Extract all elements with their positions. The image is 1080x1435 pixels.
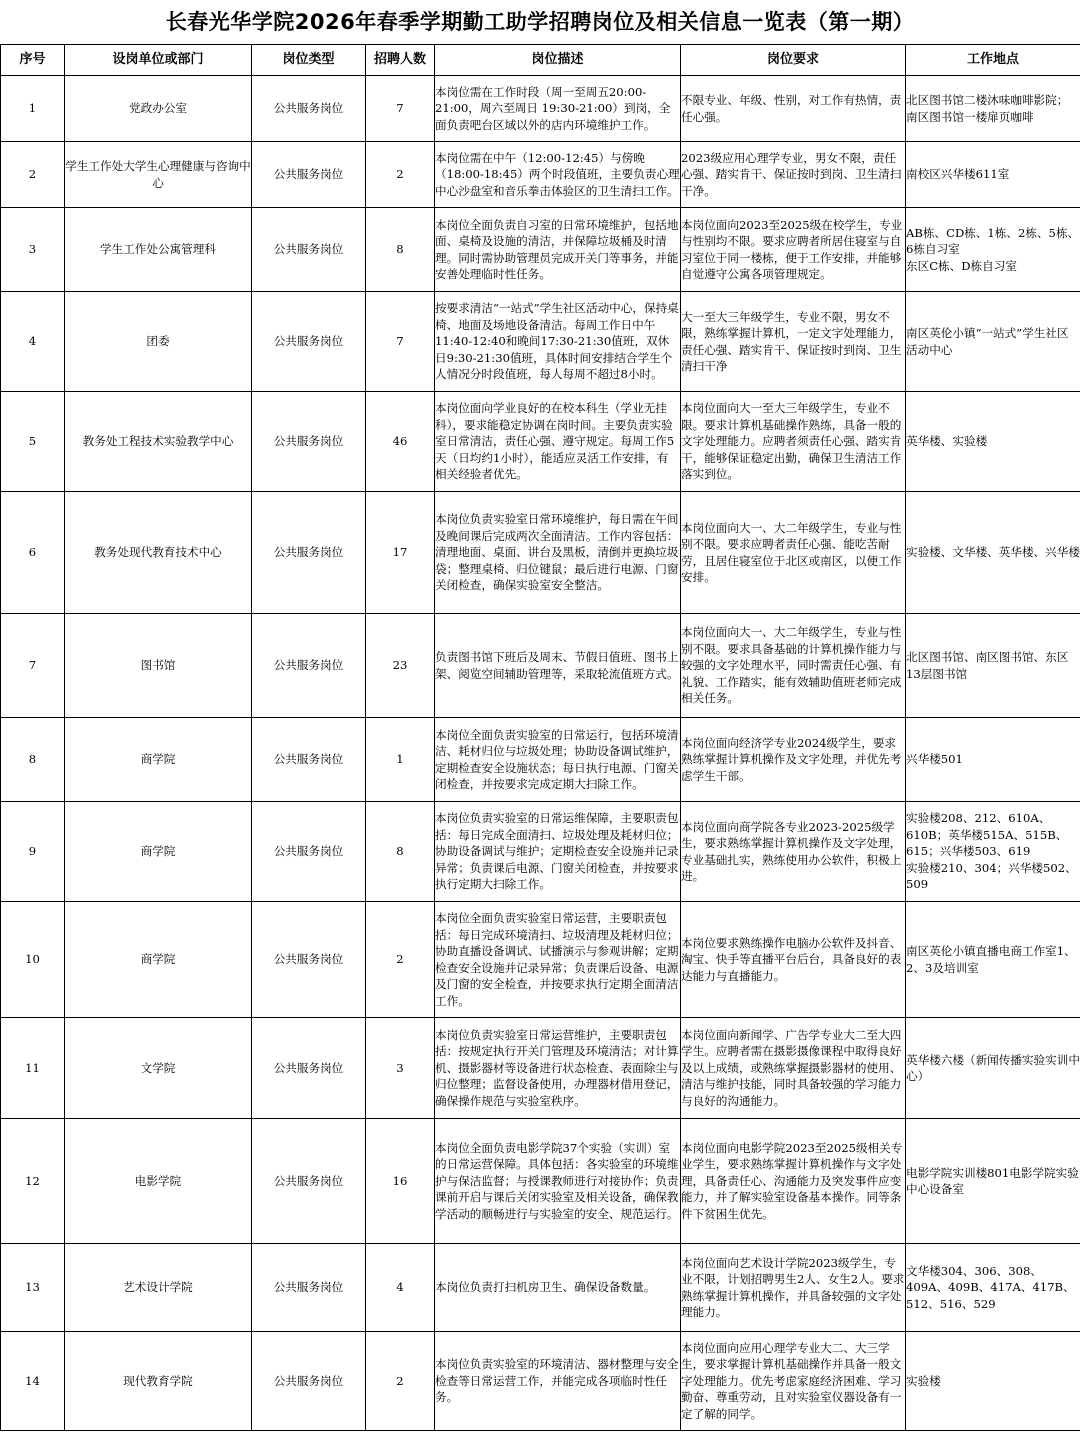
cell-seq [1,76,65,142]
cell-loc [906,718,1080,802]
cell-seq-text: 9 [28,844,37,859]
cell-desc-text: 按要求清洁“一站式”学生社区活动中心，保持桌椅、地面及场地设备清洁。每周工作日中午11:40-12:40和晚间17:30-21:30值班，双休日9:30-21:30值班，具体时间安排结合学生个人情况分时段值班，每人每周不超过8小时。 [435,301,679,382]
cell-seq-text: 3 [28,242,37,257]
cell-seq [1,1332,65,1431]
cell-dept-text: 图书馆 [140,658,176,673]
cell-count-text: 8 [396,844,404,859]
cell-dept-text: 艺术设计学院 [123,1280,193,1295]
cell-seq-text: 2 [28,167,37,182]
cell-dept [65,208,252,292]
cell-type-text: 公共服务岗位 [273,434,344,449]
cell-desc-text: 本岗位负责实验室日常环境维护，每日需在午间及晚间课后完成两次全面清洁。工作内容包括：清理地面、桌面、讲台及黑板，清倒并更换垃圾袋；整理桌椅、归位键鼠；最后进行电源、门窗关闭检查，确保实验室安全整洁。 [435,512,679,593]
cell-seq-text: 6 [28,545,37,560]
cell-desc-text: 本岗位全面负责自习室的日常环境维护，包括地面、桌椅及设施的清洁，并保障垃圾桶及时清理。同时需协助管理员完成开关门等事务，并能安善处理临时性任务。 [435,217,679,281]
cell-req [681,1119,906,1244]
cell-type [252,1244,366,1332]
cell-type-text: 公共服务岗位 [273,752,344,767]
cell-dept-text: 现代教育学院 [123,1373,193,1388]
cell-loc-text: 文华楼304、306、308、409A、409B、417A、417B、512、516、529 [906,1263,1075,1311]
cell-count-text: 17 [392,545,408,560]
cell-type [252,614,366,718]
cell-loc [906,802,1080,902]
cell-req [681,208,906,292]
cell-dept-text: 商学院 [140,952,176,967]
cell-loc-text: 实验楼208、212、610A、610B；英华楼515A、515B、615；兴华楼503、619 实验楼210、304；兴华楼502、509 [906,811,1077,892]
cell-loc-text: AB栋、CD栋、1栋、2栋、5栋、6栋自习室 东区C栋、D栋自习室 [906,225,1080,273]
cell-loc-text: 南校区兴华楼611室 [906,167,1010,182]
cell-seq-text: 4 [28,334,37,349]
cell-req-text: 本岗位面向大一至大三年级学生，专业不限。要求计算机基础操作熟练，具备一般的文字处理能力。应聘者须责任心强、踏实肯干，能够保证稳定出勤，确保卫生清洁工作落实到位。 [681,401,902,482]
cell-loc [906,1244,1080,1332]
table-row [1,614,1080,718]
cell-loc [906,142,1080,208]
cell-dept [65,292,252,392]
table-row [1,492,1080,614]
cell-loc-text: 实验楼、文华楼、英华楼、兴华楼 [906,545,1080,560]
cell-dept [65,142,252,208]
cell-count-text: 16 [392,1173,408,1188]
cell-dept [65,1332,252,1431]
cell-loc [906,1018,1080,1119]
cell-desc [435,292,681,392]
cell-type-text: 公共服务岗位 [273,101,344,116]
cell-req-text: 本岗位面向大一、大二年级学生，专业与性别不限。要求应聘者责任心强、能吃苦耐劳，且居住寝室位于北区或南区，以便工作安排。 [681,520,902,584]
cell-req [681,292,906,392]
cell-req [681,76,906,142]
cell-seq [1,1244,65,1332]
cell-desc [435,718,681,802]
cell-seq-text: 7 [28,658,37,673]
cell-loc [906,902,1080,1018]
table-row [1,1119,1080,1244]
cell-count [366,492,435,614]
cell-count-text: 4 [396,1280,404,1295]
cell-req [681,1244,906,1332]
cell-desc-text: 本岗位全面负责实验室的日常运行，包括环境清洁、耗材归位与垃圾处理；协助设备调试维护，定期检查安全设施状态；每日执行电源、门窗关闭检查，并按要求完成定期大扫除工作。 [435,727,679,791]
cell-dept-text: 商学院 [140,752,176,767]
cell-req-text: 本岗位面向应用心理学专业大二、大三学生，要求掌握计算机基础操作并具备一般文字处理能力。优先考虑家庭经济困难、学习勤奋、尊重劳动，且对实验室仪器设备有一定了解的同学。 [681,1340,902,1421]
table-row [1,1332,1080,1431]
cell-seq-text: 13 [25,1280,40,1295]
cell-dept-text: 党政办公室 [129,101,187,116]
header-count: 招聘人数 [366,45,435,76]
cell-loc [906,76,1080,142]
cell-type-text: 公共服务岗位 [273,334,344,349]
cell-count [366,1119,435,1244]
cell-loc [906,1332,1080,1431]
cell-req [681,1018,906,1119]
cell-count [366,392,435,492]
table-row [1,208,1080,292]
cell-req-text: 本岗位面向新闻学、广告学专业大二至大四学生。应聘者需在摄影摄像课程中取得良好及以上成绩，或熟练掌握摄影器材的使用、清洁与维护技能，同时具备较强的学习能力与良好的沟通能力。 [681,1027,902,1108]
cell-req-text: 本岗位要求熟练操作电脑办公软件及抖音、淘宝、快手等直播平台后台，具备良好的表达能力与直播能力。 [681,935,902,983]
cell-req [681,802,906,902]
cell-dept-text: 教务处现代教育技术中心 [94,545,222,560]
table-row [1,76,1080,142]
cell-count-text: 23 [392,658,408,673]
cell-seq [1,142,65,208]
cell-req-text: 本岗位面向电影学院2023至2025级相关专业学生，要求熟练掌握计算机操作与文字处理，具备责任心、沟通能力及突发事件应变能力，并了解实验室设备基本操作。同等条件下贫困生优先。 [681,1140,903,1221]
cell-count-text: 3 [396,1060,404,1075]
cell-dept-text: 团委 [146,334,170,349]
cell-seq-text: 1 [28,101,37,116]
cell-loc [906,492,1080,614]
cell-count-text: 8 [396,242,404,257]
cell-seq [1,1119,65,1244]
cell-type [252,392,366,492]
header-row [1,45,1080,76]
header-seq: 序号 [1,45,65,76]
cell-type-text: 公共服务岗位 [273,242,344,257]
cell-seq [1,492,65,614]
cell-req-text: 不限专业、年级、性别，对工作有热情，责任心强。 [681,93,902,124]
cell-type [252,1018,366,1119]
cell-dept-text: 文学院 [140,1060,176,1075]
table-row [1,1244,1080,1332]
cell-dept [65,802,252,902]
cell-loc-text: 南区英伦小镇直播电商工作室1、2、3及培训室 [906,944,1076,975]
table-row [1,292,1080,392]
cell-desc [435,142,681,208]
cell-seq [1,802,65,902]
cell-req-text: 2023级应用心理学专业，男女不限，责任心强、踏实肯干、保证按时到岗、卫生清扫干净。 [681,150,902,198]
cell-req-text: 本岗位面向大一、大二年级学生，专业与性别不限。要求具备基础的计算机操作能力与较强的文字处理水平，同时需责任心强、有礼貌、工作踏实，能有效辅助值班老师完成相关任务。 [681,625,902,706]
cell-type-text: 公共服务岗位 [273,844,344,859]
cell-desc-text: 本岗位需在工作时段（周一至周五20:00-21:00，周六至周日 19:30-21:00）到岗，全面负责吧台区域以外的店内环境维护工作。 [435,84,671,132]
cell-count-text: 2 [396,1373,404,1388]
header-req: 岗位要求 [681,45,906,76]
cell-count [366,208,435,292]
cell-loc-text: 英华楼、实验楼 [906,434,988,449]
cell-dept [65,614,252,718]
table-row [1,802,1080,902]
cell-loc-text: 电影学院实训楼801电影学院实验中心设备室 [906,1165,1079,1196]
table-row [1,902,1080,1018]
cell-count-text: 7 [396,334,404,349]
cell-type [252,1119,366,1244]
table-row [1,718,1080,802]
cell-seq [1,1018,65,1119]
cell-loc [906,208,1080,292]
cell-count-text: 2 [396,952,404,967]
cell-seq [1,292,65,392]
cell-desc [435,208,681,292]
cell-desc-text: 本岗位面向学业良好的在校本科生（学业无挂科），要求能稳定协调在岗时间。主要负责实验室日常清洁，责任心强、遵守规定。每周工作5天（日均约1小时），能适应灵活工作安排，有相关经验者优先。 [435,401,675,482]
cell-dept [65,392,252,492]
cell-type [252,142,366,208]
cell-type [252,492,366,614]
cell-loc [906,1119,1080,1244]
cell-seq [1,718,65,802]
cell-seq [1,392,65,492]
cell-desc [435,492,681,614]
cell-seq-text: 14 [25,1373,40,1388]
cell-type-text: 公共服务岗位 [273,658,344,673]
cell-type-text: 公共服务岗位 [273,1373,344,1388]
cell-dept-text: 电影学院 [134,1173,182,1188]
cell-desc-text: 本岗位负责实验室的环境清洁、器材整理与安全检查等日常运营工作，并能完成各项临时性任务。 [435,1357,679,1405]
cell-dept-text: 商学院 [140,844,176,859]
cell-count [366,902,435,1018]
header-desc: 岗位描述 [435,45,681,76]
cell-count-text: 46 [392,434,408,449]
cell-dept [65,492,252,614]
cell-req [681,392,906,492]
cell-desc [435,802,681,902]
header-type: 岗位类型 [252,45,366,76]
cell-dept-text: 学生工作处大学生心理健康与咨询中心 [65,159,251,190]
cell-dept-text: 学生工作处公寓管理科 [100,242,216,257]
cell-dept [65,1244,252,1332]
cell-count [366,292,435,392]
cell-count-text: 2 [396,167,404,182]
cell-type [252,1332,366,1431]
cell-count [366,76,435,142]
cell-seq-text: 10 [25,952,40,967]
cell-count [366,1332,435,1431]
cell-req-text: 本岗位面向2023至2025级在校学生，专业与性别均不限。要求应聘者所居住寝室与自习室位于同一楼栋，便于工作安排，并能够自觉遵守公寓各项管理规定。 [681,217,903,281]
cell-type [252,292,366,392]
table-row [1,142,1080,208]
cell-desc [435,902,681,1018]
cell-seq-text: 12 [25,1173,40,1188]
cell-desc-text: 本岗位全面负责实验室日常运营，主要职责包括：每日完成环境清扫、垃圾清理及耗材归位；协助直播设备调试、试播演示与参观讲解；定期检查安全设施并记录异常；负责课后设备、电源及门窗的安全检查，并按要求执行定期全面清洁工作。 [435,911,679,1008]
cell-desc [435,392,681,492]
cell-desc [435,1332,681,1431]
recruitment-table [0,44,1080,1431]
header-loc: 工作地点 [906,45,1080,76]
cell-dept-text: 教务处工程技术实验教学中心 [82,434,234,449]
cell-dept [65,902,252,1018]
cell-type-text: 公共服务岗位 [273,1280,344,1295]
cell-desc [435,614,681,718]
cell-desc [435,76,681,142]
page-title: 长春光华学院2026年春季学期勤工助学招聘岗位及相关信息一览表（第一期） [165,10,915,34]
table-row [1,1018,1080,1119]
cell-loc [906,614,1080,718]
cell-desc-text: 本岗位负责打扫机房卫生、确保设备数量。 [435,1280,656,1295]
cell-desc-text: 本岗位需在中午（12:00-12:45）与傍晚（18:00-18:45）两个时段值班，主要负责心理中心沙盘室和音乐拳击体验区的卫生清扫工作。 [435,150,680,198]
cell-desc [435,1244,681,1332]
cell-dept [65,76,252,142]
cell-type-text: 公共服务岗位 [273,1173,344,1188]
cell-desc-text: 负责图书馆下班后及周末、节假日值班、图书上架、阅览空间辅助管理等，采取轮流值班方式。 [435,650,679,681]
cell-req [681,492,906,614]
cell-seq [1,614,65,718]
cell-type-text: 公共服务岗位 [273,1060,344,1075]
cell-req-text: 本岗位面向艺术设计学院2023级学生，专业不限，计划招聘男生2人、女生2人。要求熟练掌握计算机操作，并具备较强的文字处理能力。 [681,1255,905,1319]
cell-count [366,1244,435,1332]
cell-seq-text: 8 [28,752,37,767]
cell-req-text: 本岗位面向商学院各专业2023-2025级学生，要求熟练掌握计算机操作及文字处理，专业基础扎实，熟练使用办公软件，积极上进。 [681,819,902,883]
cell-count-text: 7 [396,101,404,116]
table-body [1,76,1080,1431]
cell-count [366,142,435,208]
cell-type-text: 公共服务岗位 [273,952,344,967]
cell-desc-text: 本岗位负责实验室日常运营维护，主要职责包括：按规定执行开关门管理及环境清洁；对计算机、摄影器材等设备进行状态检查、表面除尘与归位整理；监督设备使用，办理器材借用登记，确保操作规范与实验室秩序。 [435,1027,679,1108]
cell-dept [65,718,252,802]
cell-seq [1,208,65,292]
cell-dept [65,1018,252,1119]
cell-req [681,142,906,208]
cell-count [366,802,435,902]
cell-count [366,614,435,718]
cell-type [252,902,366,1018]
cell-desc-text: 本岗位全面负责电影学院37个实验（实训）室的日常运营保障。具体包括：各实验室的环境维护与保洁监督；与授课教师进行对接协作；负责课前开启与课后关闭实验室及相关设备，确保教学活动的顺畅进行与实验室的安全、规范运行。 [435,1140,679,1221]
cell-req [681,718,906,802]
header-dept: 设岗单位或部门 [65,45,252,76]
cell-type [252,208,366,292]
cell-dept [65,1119,252,1244]
cell-count-text: 1 [396,752,404,767]
cell-desc [435,1119,681,1244]
cell-loc-text: 北区图书馆、南区图书馆、东区13层图书馆 [906,650,1069,681]
table-row [1,392,1080,492]
cell-desc [435,1018,681,1119]
cell-req [681,614,906,718]
cell-loc [906,292,1080,392]
cell-loc-text: 北区图书馆二楼沐味咖啡影院； 南区图书馆一楼扉页咖啡 [906,93,1069,124]
cell-loc-text: 实验楼 [906,1373,941,1388]
cell-type [252,802,366,902]
cell-type [252,76,366,142]
cell-req-text: 本岗位面向经济学专业2024级学生，要求熟练掌握计算机操作及文字处理，并优先考虑学生干部。 [681,735,902,783]
cell-loc-text: 兴华楼501 [906,752,963,767]
cell-seq-text: 11 [25,1060,40,1075]
cell-type [252,718,366,802]
cell-type-text: 公共服务岗位 [273,545,344,560]
cell-loc [906,392,1080,492]
cell-count [366,718,435,802]
cell-loc-text: 英华楼六楼（新闻传播实验实训中心） [906,1052,1080,1083]
cell-seq [1,902,65,1018]
cell-type-text: 公共服务岗位 [273,167,344,182]
cell-req [681,1332,906,1431]
cell-loc-text: 南区英伦小镇“一站式”学生社区活动中心 [906,326,1069,357]
cell-req [681,902,906,1018]
cell-seq-text: 5 [28,434,37,449]
cell-count [366,1018,435,1119]
cell-desc-text: 本岗位负责实验室的日常运维保障，主要职责包括：每日完成全面清扫、垃圾处理及耗材归位；协助设备调试与维护；定期检查安全设施并记录异常；负责课后电源、门窗关闭检查，并按要求执行定期大扫除工作。 [435,811,679,892]
cell-req-text: 大一至大三年级学生，专业不限，男女不限，熟练掌握计算机，一定文字处理能力，责任心强、踏实肯干、保证按时到岗、卫生清扫干净 [681,309,902,373]
